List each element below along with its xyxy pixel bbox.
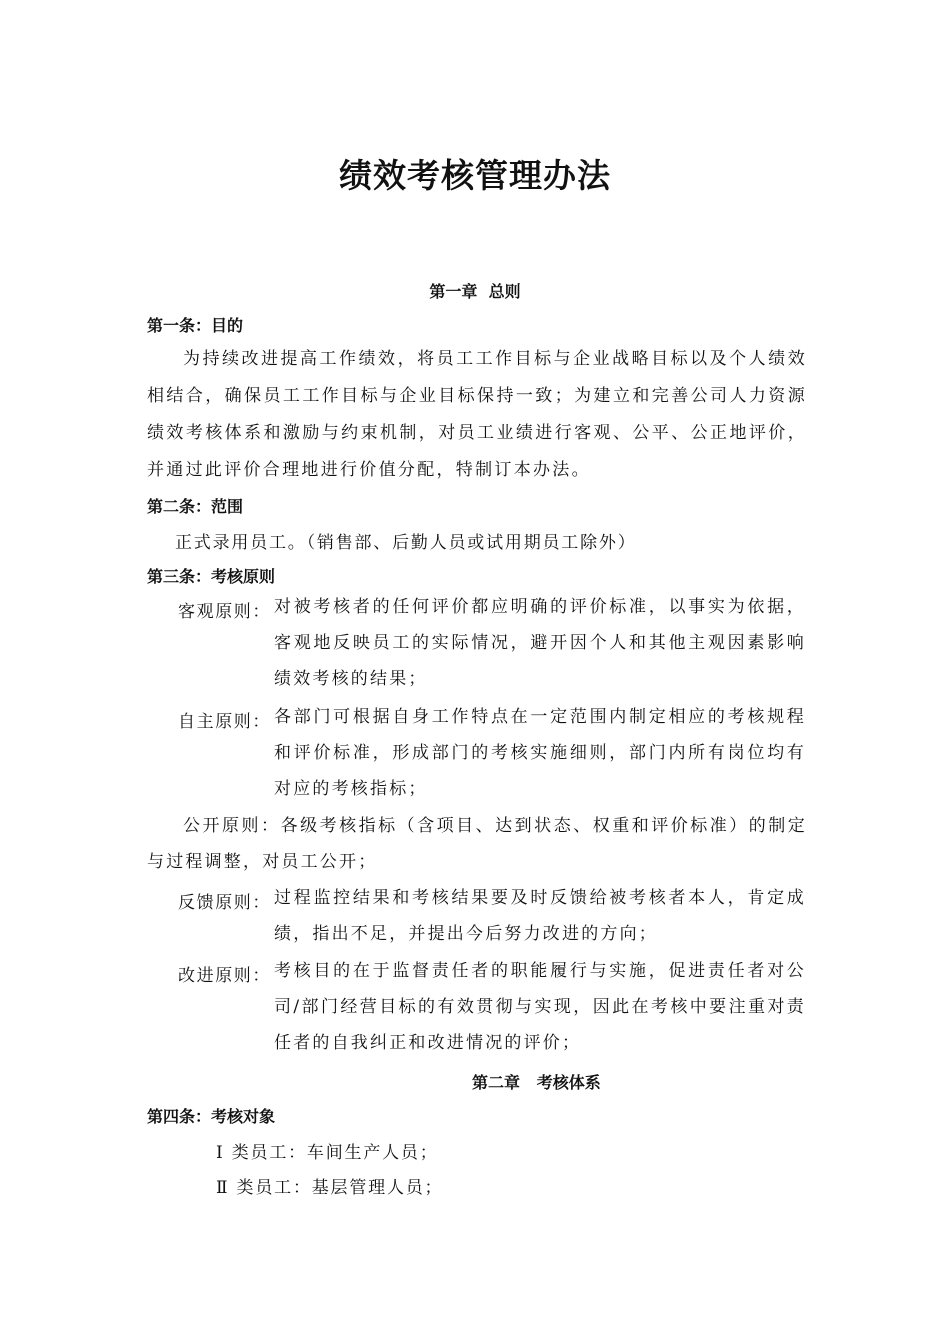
- principle-text: 对被考核者的任何评价都应明确的评价标准，以事实为依据，客观地反映员工的实际情况，避开因个人和其他主观因素影响绩效考核的结果；: [274, 597, 806, 689]
- document-title: 绩效考核管理办法: [339, 156, 611, 195]
- chapter-2-heading: 第二章 考核体系: [472, 1073, 601, 1092]
- principle-text: 各级考核指标（含项目、达到状态、权重和评价标准）的制定与过程调整，对员工公开；: [147, 816, 808, 872]
- principle-label: 改进原则：: [178, 966, 271, 986]
- employee-category-item: Ⅰ 类员工：车间生产人员；: [216, 1143, 439, 1163]
- principle-openness: [147, 808, 807, 880]
- article-2-heading: 第二条：范围: [147, 497, 244, 516]
- chapter-1-heading: 第一章 总则: [429, 282, 521, 301]
- principle-text: 各部门可根据自身工作特点在一定范围内制定相应的考核规程和评价标准，形成部门的考核实施细则，部门内所有岗位均有对应的考核指标；: [274, 707, 806, 799]
- article-2-text: 正式录用员工。（销售部、后勤人员或试用期员工除外）: [175, 533, 637, 553]
- principle-label: 自主原则：: [178, 712, 271, 732]
- principle-text: 过程监控结果和考核结果要及时反馈给被考核者本人，肯定成绩，指出不足，并提出今后努力改进的方向；: [274, 888, 806, 944]
- principle-text: 考核目的在于监督责任者的职能履行与实施，促进责任者对公司/部门经营目标的有效贯彻与实现，因此在考核中要注重对责任者的自我纠正和改进情况的评价；: [274, 961, 806, 1053]
- article-1-heading: 第一条：目的: [147, 316, 244, 335]
- article-1-text: 为持续改进提高工作绩效，将员工工作目标与企业战略目标以及个人绩效相结合，确保员工工作目标与企业目标保持一致；为建立和完善公司人力资源绩效考核体系和激励与约束机制，对员工业绩进行客观、公平、公正地评价，并通过此评价合理地进行价值分配，特制订本办法。: [147, 349, 807, 480]
- article-3-heading: 第三条：考核原则: [147, 567, 276, 586]
- article-4-heading: 第四条：考核对象: [147, 1107, 276, 1126]
- principle-label: 反馈原则：: [178, 893, 271, 913]
- principle-label: 客观原则：: [178, 602, 271, 622]
- employee-category-item: Ⅱ 类员工：基层管理人员；: [216, 1178, 444, 1198]
- principle-label: 公开原则：: [183, 816, 281, 836]
